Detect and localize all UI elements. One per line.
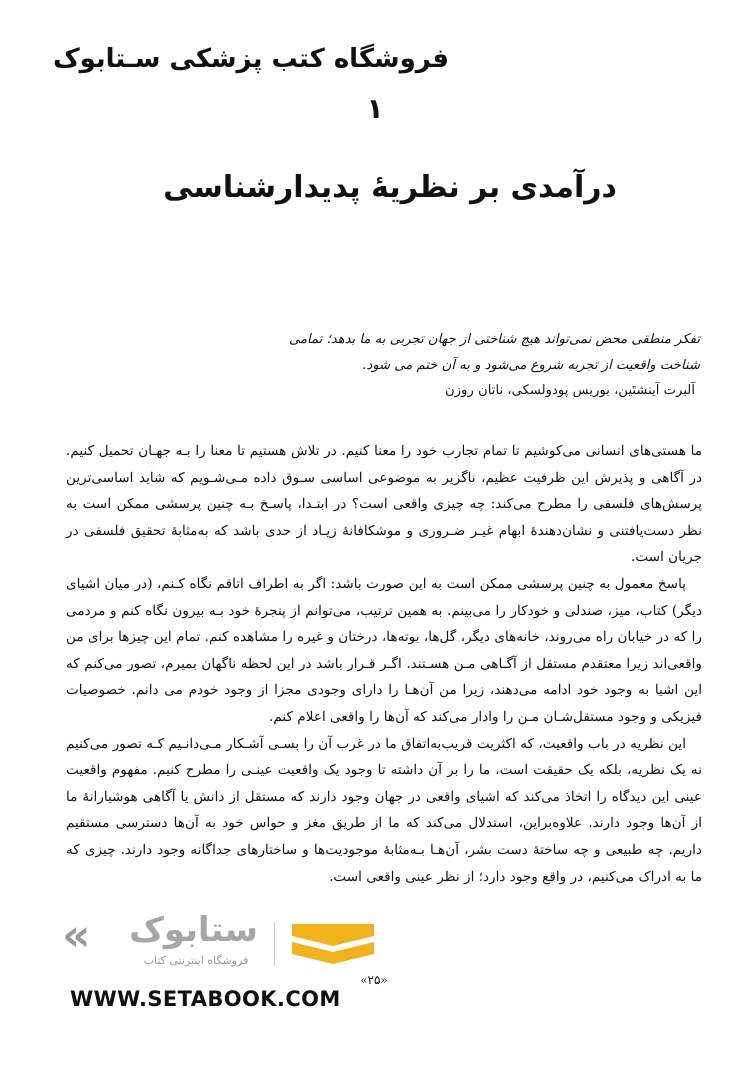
epigraph-line: شناخت واقعیت از تجربه شروع می‌شود و به آن ختم می شود. xyxy=(362,358,700,373)
body-text xyxy=(66,438,702,890)
store-header: فروشگاه کتب پزشکی سـتابوک xyxy=(52,44,449,74)
chapter-number: ۱ xyxy=(366,92,384,125)
epigraph-author: آلبرت آینشتَین، بوریس پودولسکی، ناتان روزن xyxy=(445,383,695,398)
setabook-watermark xyxy=(62,910,402,974)
paragraph: این نظریه در باب واقعیت، که اکثریت قریب‌به‌اتفاق ما در غرب آن را بسـی آشـکار مـی‌دانـیم کـه تصور می‌کنیم نه یک نظریه، بلکه یک حقیقت است، ما را بر آن داشته تا وجود یک واقعیت عینـی را مطرح کنیم. مفهوم واقعیت عینی این دیدگاه را اتخاذ می‌کند که اشیای واقعی در جهان وجود دارند که مستقل از دانش یا آگاهی هوشیارانهٔ ما از آن‌ها وجود دارند. علاوه‌براین، استدلال می‌کند که ما از طریق مغز و حواس خود به آن‌ها دسترسی مستقیم داریم. چه طبیعی و چه ساختهٔ دست بشر، آن‌هـا بـه‌مثابهٔ موجودیت‌ها و ساختارهای جداگانه وجود دارند. چیزی که ما به ادراک می‌کنیم، در واقع وجود دارد؛ از نظر عینی واقعی است. xyxy=(66,735,702,885)
book-stack-logo-icon xyxy=(288,916,378,970)
paragraph: پاسخ معمول به چنین پرسشی ممکن است به این صورت باشد: اگر به اطراف اتاقم نگاه کـنم، (در میان اشیای دیگر) کتاب، میز، صندلی و خودکار را می‌بینم. به همین ترتیب، می‌توانم از پنجرهٔ خود بـه بیرون نگاه کنم و مردمی را که در خیابان راه می‌روند، خانه‌های دیگر، گل‌ها، بوته‌ها، درختان و غیره را مشاهده کنم. تمام این چیزها برای من واقعی‌اند زیرا معتقدم مستقل از آگـاهی مـن هسـتند. اگـر قـرار باشد در این لحظه ناگهان بمیرم، تصور می‌کنم که این اشیا به وجود خود ادامه می‌دهند، زیرا من آن‌هـا را دارای وجودی مجزا از وجود خودم می دانم. خصوصیات فیزیکی و وجود مستقل‌شـان مـن را وادار می‌کند که آن‌ها را واقعی اعلام کنم. xyxy=(66,575,702,725)
chapter-title: درآمدی بر نظریهٔ پدیدارشناسی xyxy=(163,170,617,205)
watermark-divider xyxy=(274,922,275,966)
epigraph-line: تفکر منطقی محض نمی‌تواند هیچ شناختی از جهان تجربی به ما بدهد؛ تمامی xyxy=(288,332,700,347)
page-number: «۲۵» xyxy=(360,973,388,987)
paragraph: ما هستی‌های انسانی می‌کوشیم تا تمام تجارب خود را معنا کنیم. در تلاش هستیم تا معنا را بـه جهـان تحمیل کنیم. در آگاهی و پذیرش این ظرفیت عظیم، ناگزیر به موضوعی اساسی سـوق داده مـی‌شـویم که شاید اساسی‌ترین پرسش‌های فلسفی را مطرح می‌کند: چه چیزی واقعی است؟ در ابتـدا، پاسـخ بـه چنین پرسشی ممکن است به نظر دست‌یافتنی و نشان‌دهندهٔ ابهام غیـر ضـروری و موشکافانهٔ زیـاد از حدی باشد که به‌مثابهٔ تحقیق فلسفی در جریان است. xyxy=(66,443,702,566)
site-url: WWW.SETABOOK.COM xyxy=(70,987,341,1011)
watermark-word: ستابوک xyxy=(129,910,258,950)
watermark-subtitle: فروشگاه اینترنتی کتاب xyxy=(143,954,249,967)
epigraph xyxy=(150,327,700,379)
chevron-left-icon: « xyxy=(62,910,77,961)
